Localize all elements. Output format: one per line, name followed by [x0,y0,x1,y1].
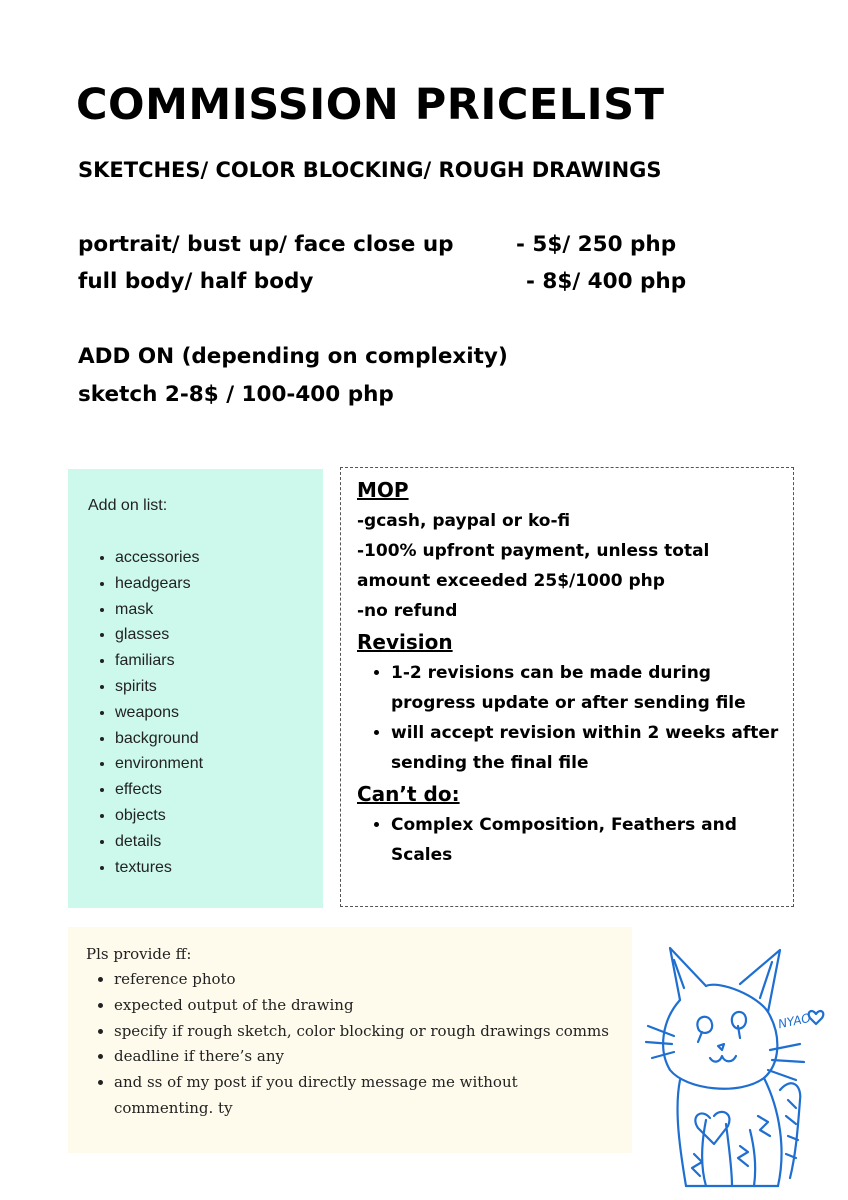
price-value: - 5$/ 250 php [516,232,677,257]
list-item: • accessories [115,545,203,571]
requirements-panel [68,927,632,1153]
mop-line: -100% upfront payment, unless total amount exceeded 25$/1000 php [357,541,710,591]
revision-list [357,658,783,778]
cant-do-heading: Can’t do: [357,782,460,806]
price-item: portrait/ bust up/ face close up [78,232,454,257]
list-item: • background [115,726,203,752]
list-item: • textures [115,855,203,881]
requirements-list [88,967,612,1122]
addon-heading: ADD ON (depending on complexity) [78,344,508,369]
price-item: full body/ half body [78,269,314,294]
list-item: • environment [115,751,203,777]
addon-sketch-price: sketch 2-8$ / 100-400 php [78,382,394,407]
revision-heading: Revision [357,630,453,654]
mop-line: -no refund [357,601,458,621]
cant-do-list [357,810,783,870]
list-item: • headgears [115,571,203,597]
list-item: • familiars [115,648,203,674]
addon-list [88,545,203,880]
requirements-heading: Pls provide ff: [86,945,192,963]
price-row-portrait [78,232,718,257]
list-item: • reference photo [114,967,612,993]
list-item: • deadline if there’s any [114,1044,612,1070]
list-item: • objects [115,803,203,829]
list-item: • specify if rough sketch, color blocking or rough drawings comms [114,1019,612,1045]
mop-heading: MOP [357,478,409,502]
list-item: • mask [115,597,203,623]
list-item: • spirits [115,674,203,700]
price-value: - 8$/ 400 php [526,269,687,294]
list-item: • weapons [115,700,203,726]
list-item: • 1-2 revisions can be made during progress update or after sending file [391,658,783,718]
list-item: • and ss of my post if you directly message me without commenting. ty [114,1070,612,1122]
list-item: • expected output of the drawing [114,993,612,1019]
mop-line: -gcash, paypal or ko-fi [357,511,571,531]
price-row-full-body [78,269,718,294]
page-subtitle: SKETCHES/ COLOR BLOCKING/ ROUGH DRAWINGS [78,158,662,182]
addon-list-panel [68,469,323,908]
addon-list-heading: Add on list: [88,497,168,514]
cat-doodle [640,940,830,1195]
list-item: • Complex Composition, Feathers and Scales [391,810,783,870]
terms-panel [340,467,794,907]
page-title: COMMISSION PRICELIST [76,80,665,130]
list-item: • will accept revision within 2 weeks after sending the final file [391,718,783,778]
list-item: • glasses [115,622,203,648]
list-item: • details [115,829,203,855]
list-item: • effects [115,777,203,803]
doodle-label: NYAO [776,1010,813,1032]
